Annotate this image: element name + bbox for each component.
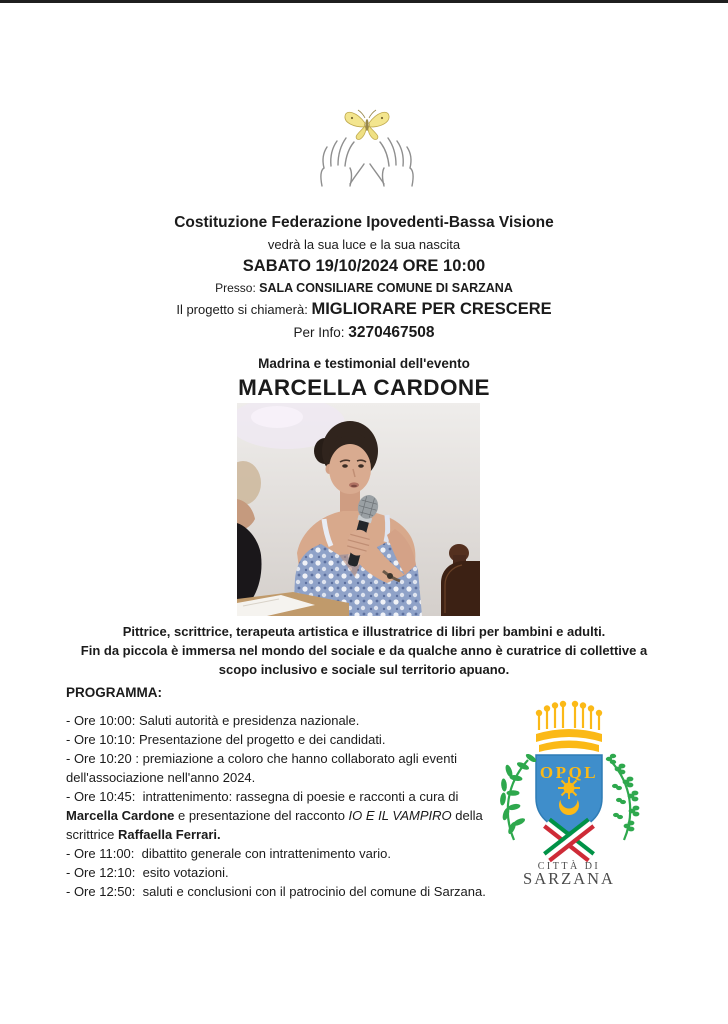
info-phone: 3270467508: [348, 324, 435, 341]
header: [0, 213, 728, 401]
laurel-branch-icon: [499, 752, 537, 840]
program-item: - Ore 10:00: Saluti autorità e presidenza nazionale.: [66, 713, 360, 728]
program-item: - Ore 12:10: esito votazioni.: [66, 865, 229, 880]
program-item: - Ore 10:20 : premiazione a coloro che hanno collaborato agli eventi dell'associazione nell'anno 2024.: [66, 751, 457, 785]
butterfly-icon: [345, 110, 389, 139]
project-line: [0, 299, 728, 320]
program-item: - Ore 11:00: dibattito generale con intrattenimento vario.: [66, 846, 391, 861]
location-value: SALA CONSILIARE COMUNE DI SARZANA: [259, 281, 513, 295]
crest-city-line2: SARZANA: [523, 869, 615, 888]
crown-icon: [536, 701, 602, 752]
program-item: - Ore 10:45: intrattenimento: rassegna di poesie e racconti a cura di Marcella Cardone e presentazione del racconto IO E IL VAMPIRO della scrittrice Raffaella Ferrari.: [66, 789, 483, 842]
event-subtitle: vedrà la sua luce e la sua nascita: [267, 237, 461, 252]
project-name: MIGLIORARE PER CRESCERE: [311, 300, 552, 318]
shield-icon: [536, 755, 602, 832]
shield-letters: OPQL: [539, 763, 599, 782]
sarzana-crest: [486, 698, 652, 894]
crest-city-line1: CITTÀ DI: [537, 861, 601, 872]
top-border: [0, 0, 728, 3]
program-item: - Ore 10:10: Presentazione del progetto e dei candidati.: [66, 732, 386, 747]
bio-line2: Fin da piccola è immersa nel mondo del sociale e da qualche anno è curatrice di collettive a scopo inclusivo e sociale sul territorio apuano.: [80, 643, 648, 677]
bio: [74, 622, 654, 679]
event-location: [0, 280, 728, 297]
program-list: [66, 711, 490, 901]
project-label: Il progetto si chiamerà:: [176, 302, 312, 317]
program-heading: PROGRAMMA:: [66, 685, 162, 700]
hands-icon: [321, 138, 413, 186]
location-label: Presso:: [215, 281, 260, 295]
program-item: - Ore 12:50: saluti e conclusioni con il patrocinio del comune di Sarzana.: [66, 884, 486, 899]
event-date: SABATO 19/10/2024 ORE 10:00: [242, 257, 486, 275]
info-line: [0, 323, 728, 342]
guest-name: MARCELLA CARDONE: [238, 375, 490, 400]
speaker-photo: [237, 403, 480, 616]
madrina-line: Madrina e testimonial dell'evento: [258, 356, 470, 371]
oak-branch-icon: [606, 754, 640, 840]
event-title: Costituzione Federazione Ipovedenti-Bassa Visione: [174, 214, 554, 231]
hands-butterfly-icon: [302, 106, 432, 190]
bio-line1: Pittrice, scrittrice, terapeuta artistica e illustratrice di libri per bambini e adulti.: [122, 624, 606, 639]
info-label: Per Info:: [293, 325, 349, 340]
